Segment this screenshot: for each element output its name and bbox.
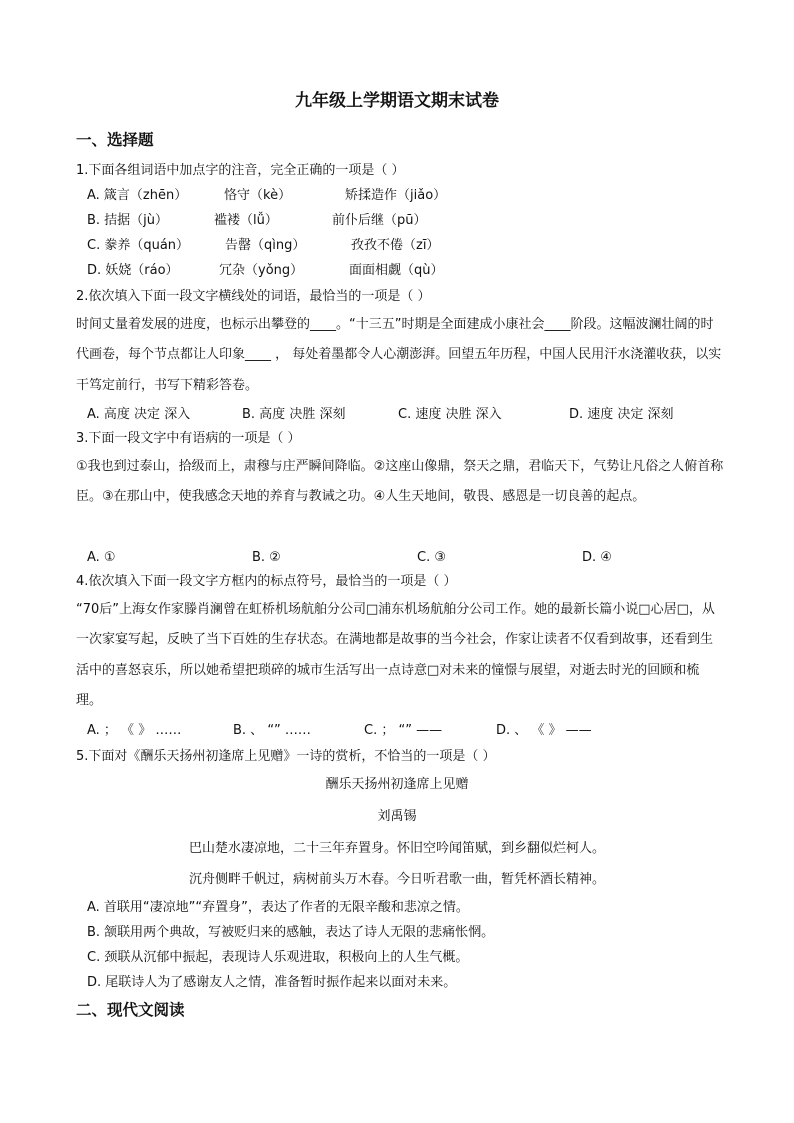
question-2-passage: 时间丈量着发展的进度，也标示出攀登的____。“十三五”时期是全面建成小康社会____阶段。这幅波澜壮阔的时代画卷，每个节点都让人印象____ ， 每处着墨都令人心潮澎湃。回望五年历程，中国人民用汗水浇灌收获，以实干笃定前行，书写下精彩答卷。 [76, 317, 722, 393]
section-heading-choice: 一、选择题 [76, 130, 154, 149]
q2-option-a: A. 高度 决定 深入 [87, 407, 191, 422]
question-3-passage: ①我也到过泰山，拾级而上，肃穆与庄严瞬间降临。②这座山像鼎，祭天之鼎，君临天下，气势让凡俗之人俯首称臣。③在那山中，使我感念天地的养育与教诫之功。④人生天地间，敬畏、感恩是一切良善的起点。 [76, 459, 724, 505]
q1-c-word2: 告罄（qìng） [225, 238, 306, 253]
question-5-stem: 5.下面对《酬乐天扬州初逢席上见赠》一诗的赏析，不恰当的一项是（ ） [76, 749, 496, 764]
question-4-passage: “70后”上海女作家滕肖澜曾在虹桥机场航舶分公司□浦东机场航舶分公司工作。她的最新长篇小说□心居□，从一次家宴写起，反映了当下百姓的生存状态。在满地都是故事的当今社会，作家让读者不仅看到故事，还看到生活中的喜怒哀乐，所以她希望把琐碎的城市生活写出一点诗意□对未来的憧憬与展望，对逝去时光的回顾和梳理。 [76, 602, 715, 708]
section-heading-reading: 二、现代文阅读 [76, 1000, 185, 1019]
q1-d-word2: 冗杂（yǒng） [219, 263, 304, 278]
poem-line-1: 巴山楚水凄凉地，二十三年弃置身。怀旧空吟闻笛赋，到乡翻似烂柯人。 [188, 841, 605, 856]
q1-c-word1: C. 豢养（quán） [87, 238, 190, 253]
q1-c-word3: 孜孜不倦（zī） [351, 238, 440, 253]
question-4-stem: 4.依次填入下面一段文字方框内的标点符号，最恰当的一项是（ ） [76, 574, 457, 589]
poem-author: 刘禹锡 [377, 809, 417, 824]
q1-a-word3: 矫揉造作（jiǎo） [345, 188, 447, 203]
poem-title: 酬乐天扬州初逢席上见赠 [325, 777, 469, 792]
q1-b-word2: 褴褛（lǚ） [214, 213, 278, 228]
q3-option-b: B. ② [252, 550, 281, 565]
question-2-stem: 2.依次填入下面一段文字横线处的词语，最恰当的一项是（ ） [76, 289, 431, 304]
q5-option-c: C. 颈联从沉郁中振起，表现诗人乐观进取，积极向上的人生气概。 [87, 950, 469, 965]
q5-option-b: B. 颔联用两个典故，写被贬归来的感触，表达了诗人无限的悲痛怅惘。 [87, 925, 495, 940]
q2-option-b: B. 高度 决胜 深刻 [242, 407, 346, 422]
q2-option-c: C. 速度 决胜 深入 [398, 407, 502, 422]
question-1-stem: 1.下面各组词语中加点字的注音，完全正确的一项是（ ） [76, 163, 405, 178]
q4-option-d: D. 、 《 》 —— [496, 723, 592, 738]
q4-option-c: C. ； “” —— [364, 723, 443, 738]
q1-a-word2: 恪守（kè） [224, 188, 292, 203]
q3-option-c: C. ③ [417, 550, 446, 565]
question-3-stem: 3.下面一段文字中有语病的一项是（ ） [76, 431, 301, 446]
q1-d-word1: D. 妖娆（ráo） [87, 263, 179, 278]
q1-a-word1: A. 箴言（zhēn） [87, 188, 188, 203]
q4-option-a: A. ； 《 》 …… [87, 723, 182, 738]
q1-d-word3: 面面相觑（qù） [349, 263, 444, 278]
q5-option-d: D. 尾联诗人为了感谢友人之情，准备暂时振作起来以面对未来。 [87, 975, 457, 990]
q2-option-d: D. 速度 决定 深刻 [569, 407, 674, 422]
q4-option-b: B. 、 “” …… [233, 723, 311, 738]
q3-option-a: A. ① [87, 550, 116, 565]
q1-b-word1: B. 拮据（jù） [87, 213, 169, 228]
page-title: 九年级上学期语文期末试卷 [295, 91, 499, 111]
q1-b-word3: 前仆后继（pū） [332, 213, 427, 228]
poem-line-2: 沉舟侧畔千帆过，病树前头万木春。今日听君歌一曲，暂凭杯酒长精神。 [188, 872, 605, 887]
q5-option-a: A. 首联用“凄凉地”“弃置身”，表达了作者的无限辛酸和悲凉之情。 [87, 900, 469, 915]
q3-option-d: D. ④ [582, 550, 612, 565]
